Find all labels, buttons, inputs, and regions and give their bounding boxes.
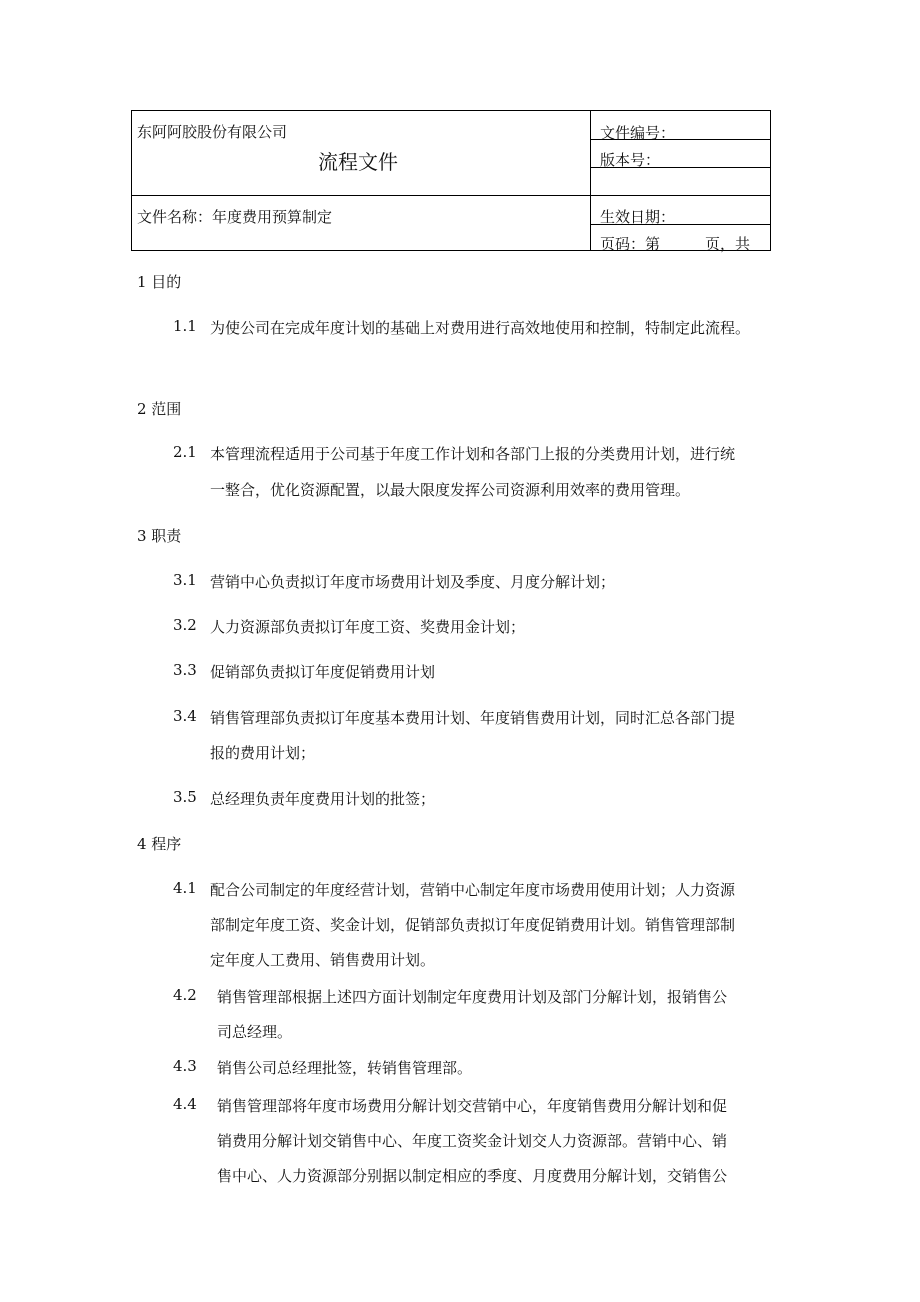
header-divider [132,195,770,196]
item-text: 营销中心负责拟订年度市场费用计划及季度、月度分解计划； [210,573,616,591]
version-label: 版本号： [600,151,661,169]
item-number: 3.5 [173,788,197,806]
item-text: 定年度人工费用、销售费用计划。 [210,951,436,969]
item-number: 3.4 [173,707,197,725]
item-text: 销售管理部将年度市场费用分解计划交营销中心，年度销售费用分解计划和促 [217,1097,728,1115]
item-number: 3.3 [173,661,197,679]
document-type-title: 流程文件 [318,150,398,174]
item-text: 人力资源部负责拟订年度工资、奖费用金计划； [210,618,526,636]
item-text: 销费用分解计划交销售中心、年度工资奖金计划交人力资源部。营销中心、销 [217,1132,728,1150]
item-text: 一整合，优化资源配置，以最大限度发挥公司资源利用效率的费用管理。 [210,481,691,499]
page-number-label: 页码：第 页，共 [600,235,751,253]
item-text: 总经理负责年度费用计划的批签； [210,790,436,808]
section-title: 4 程序 [137,835,182,853]
file-number-label: 文件编号： [600,124,676,142]
file-name: 文件名称：年度费用预算制定 [137,208,333,226]
document-header-table [131,110,771,251]
company-name: 东阿阿胶股份有限公司 [137,123,288,141]
header-divider-vertical [590,111,591,250]
item-text: 配合公司制定的年度经营计划，营销中心制定年度市场费用使用计划；人力资源 [210,881,736,899]
section-title: 1 目的 [137,273,182,291]
section-title: 2 范围 [137,400,182,418]
item-text: 促销部负责拟订年度促销费用计划 [210,663,436,681]
item-number: 1.1 [173,317,197,335]
item-text: 司总经理。 [217,1023,293,1041]
item-number: 2.1 [173,443,197,461]
item-text: 为使公司在完成年度计划的基础上对费用进行高效地使用和控制，特制定此流程。 [210,319,751,337]
item-text: 售中心、人力资源部分别据以制定相应的季度、月度费用分解计划，交销售公 [217,1167,728,1185]
item-number: 4.4 [173,1095,197,1113]
item-text: 销售公司总经理批签，转销售管理部。 [217,1059,473,1077]
item-text: 报的费用计划； [210,744,316,762]
item-text: 销售管理部根据上述四方面计划制定年度费用计划及部门分解计划，报销售公 [217,988,728,1006]
effective-date-label: 生效日期： [600,208,676,226]
item-number: 4.2 [173,986,197,1004]
item-text: 本管理流程适用于公司基于年度工作计划和各部门上报的分类费用计划，进行统 [210,445,736,463]
item-number: 4.1 [173,879,197,897]
item-text: 部制定年度工资、奖金计划，促销部负责拟订年度促销费用计划。销售管理部制 [210,916,736,934]
item-text: 销售管理部负责拟订年度基本费用计划、年度销售费用计划，同时汇总各部门提 [210,709,736,727]
item-number: 3.2 [173,616,197,634]
item-number: 3.1 [173,571,197,589]
section-title: 3 职责 [137,527,182,545]
item-number: 4.3 [173,1057,197,1075]
